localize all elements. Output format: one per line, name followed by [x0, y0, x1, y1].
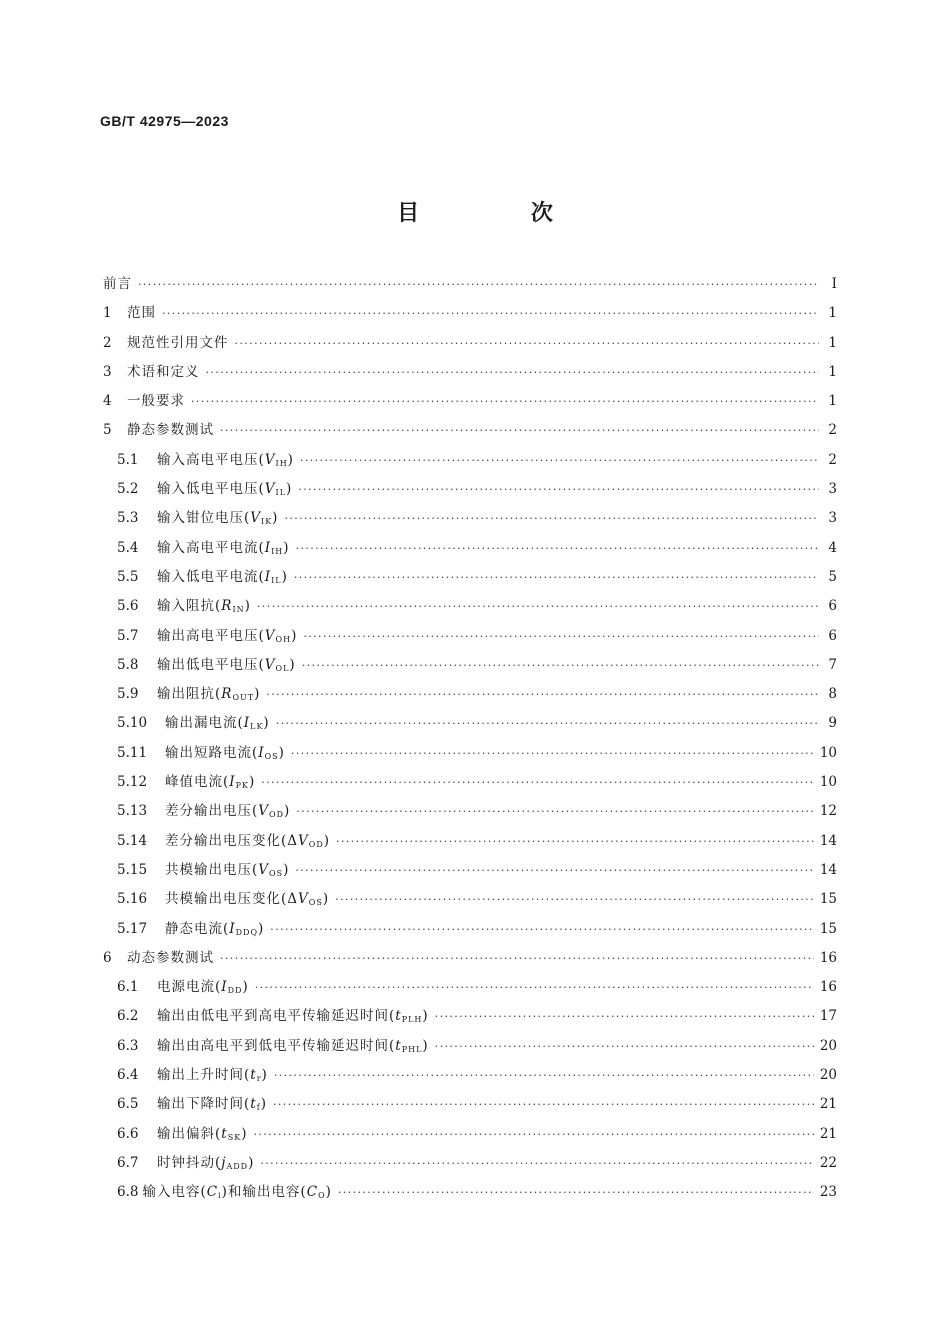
toc-entry-page-number: 23	[819, 1184, 837, 1201]
dot-leader	[260, 1149, 813, 1178]
toc-entry[interactable]	[103, 856, 837, 885]
toc-entry-page-number: 10	[819, 774, 837, 791]
toc-entry-page-number: 12	[819, 803, 837, 820]
toc-entry-number: 1	[103, 305, 112, 322]
toc-entry-title: 峰值电流$(I_{PK})$	[165, 774, 256, 791]
toc-entry-number: 5.15	[117, 861, 148, 878]
toc-entry-number: 5.12	[117, 774, 148, 791]
toc-entry-number: 6	[103, 949, 112, 966]
dot-leader	[435, 1032, 814, 1061]
toc-entry-number: 4	[103, 393, 112, 410]
toc-entry-number: 5	[103, 422, 112, 439]
toc-entry-number: 5.3	[117, 510, 139, 527]
toc-entry-page-number: Ⅰ	[831, 276, 837, 292]
dot-leader	[273, 1090, 814, 1119]
toc-entry[interactable]	[103, 768, 837, 797]
toc-entry-number: 6.8	[117, 1184, 139, 1201]
dot-leader	[257, 592, 819, 621]
toc-entry-title: 输出短路电流$(I_{OS})$	[165, 744, 285, 761]
toc-entry-title: 输入高电平电流$(I_{IH})$	[157, 539, 290, 556]
toc-entry-number: 5.13	[117, 803, 148, 820]
toc-entry[interactable]	[103, 416, 837, 445]
dot-leader	[335, 885, 814, 914]
toc-entry-title: 规范性引用文件	[127, 334, 229, 351]
toc-entry[interactable]	[103, 563, 837, 592]
toc-entry[interactable]	[103, 1120, 837, 1149]
dot-leader	[206, 358, 820, 387]
toc-entry-number: 5.14	[117, 832, 148, 849]
toc-entry[interactable]	[103, 534, 837, 563]
toc-entry-title: 输出由高电平到低电平传输延迟时间$(t_{PHL})$	[157, 1037, 429, 1054]
toc-entry[interactable]	[103, 651, 837, 680]
toc-entry[interactable]	[103, 1061, 837, 1090]
toc-entry-page-number: 1	[828, 334, 837, 351]
dot-leader	[338, 1178, 814, 1207]
dot-leader	[302, 651, 819, 680]
toc-entry-title: 共模输出电压$(V_{OS})$	[165, 861, 290, 878]
toc-entry-title: 静态电流$(I_{DDQ})$	[165, 920, 265, 937]
toc-entry-page-number: 2	[828, 451, 837, 468]
toc-entry-page-number: 1	[828, 393, 837, 410]
dot-leader	[220, 416, 819, 445]
toc-entry-number: 5.1	[117, 451, 139, 468]
toc-entry-page-number: 6	[828, 627, 837, 644]
toc-entry[interactable]	[103, 680, 837, 709]
toc-entry-page-number: 9	[828, 715, 837, 732]
dot-leader	[138, 270, 819, 299]
dot-leader	[276, 709, 819, 738]
toc-entry[interactable]	[103, 915, 837, 944]
toc-entry-title: 共模输出电压变化$(\Delta V_{OS})$	[165, 891, 330, 908]
toc-entry[interactable]	[103, 270, 837, 299]
toc-entry-page-number: 3	[828, 510, 837, 527]
toc-entry-title: 输出高电平电压$(V_{OH})$	[157, 627, 298, 644]
dot-leader	[303, 622, 819, 651]
toc-entry-number: 2	[103, 334, 112, 351]
toc-entry-page-number: 6	[828, 598, 837, 615]
toc-entry-page-number: 16	[819, 979, 837, 996]
toc-entry[interactable]	[103, 1002, 837, 1031]
toc-entry-page-number: 3	[828, 481, 837, 498]
toc-entry[interactable]	[103, 1178, 837, 1207]
dot-leader	[296, 797, 814, 826]
toc-entry-page-number: 1	[828, 305, 837, 322]
toc-entry-title: 输入低电平电流$(I_{IL})$	[157, 568, 288, 585]
dot-leader	[235, 329, 820, 358]
toc-entry-page-number: 14	[819, 861, 837, 878]
toc-entry-number: 5.11	[117, 744, 148, 761]
toc-entry-page-number: 17	[819, 1008, 837, 1025]
toc-entry-number: 5.7	[117, 627, 139, 644]
toc-entry-number: 5.6	[117, 598, 139, 615]
toc-entry-title: 输入低电平电压$(V_{IL})$	[157, 481, 293, 498]
toc-entry[interactable]	[103, 1032, 837, 1061]
toc-entry-page-number: 20	[819, 1067, 837, 1084]
dot-leader	[294, 563, 819, 592]
toc-entry-title: 术语和定义	[127, 363, 200, 380]
toc-entry-title: 动态参数测试	[127, 949, 214, 966]
toc-entry-page-number: 7	[828, 656, 837, 673]
toc-entry[interactable]	[103, 387, 837, 416]
toc-entry-title: 输出低电平电压$(V_{OL})$	[157, 656, 296, 673]
toc-entry-title: 范围	[127, 305, 156, 322]
toc-entry[interactable]	[103, 973, 837, 1002]
toc-entry-title: 时钟抖动$(j_{ADD})$	[157, 1154, 255, 1171]
toc-entry-page-number: 8	[828, 686, 837, 703]
dot-leader	[435, 1002, 814, 1031]
toc-entry-page-number: 1	[828, 363, 837, 380]
toc-entry-page-number: 21	[819, 1096, 837, 1113]
toc-entry-number: 6.7	[117, 1154, 139, 1171]
toc-entry-page-number: 15	[819, 891, 837, 908]
toc-entry-number: 5.9	[117, 686, 139, 703]
toc-entry[interactable]	[103, 592, 837, 621]
toc-entry-title: 差分输出电压$(V_{OD})$	[165, 803, 291, 820]
toc-entry-title: 输入阻抗$(R_{IN})$	[157, 598, 251, 615]
toc-entry-number: 5.8	[117, 656, 139, 673]
dot-leader	[255, 973, 814, 1002]
toc-entry-number: 6.3	[117, 1037, 139, 1054]
toc-title: 目 次	[397, 200, 605, 226]
toc-entry[interactable]	[103, 299, 837, 328]
toc-entry-page-number: 15	[819, 920, 837, 937]
toc-entry-title: 电源电流$(I_{DD})$	[157, 979, 249, 996]
toc-entry-title: 输出漏电流$(I_{LK})$	[165, 715, 270, 732]
toc-entry-number: 6.4	[117, 1067, 139, 1084]
toc-entry-number: 6.5	[117, 1096, 139, 1113]
toc-entry-page-number: 14	[819, 832, 837, 849]
dot-leader	[266, 680, 819, 709]
toc-entry-page-number: 2	[828, 422, 837, 439]
toc-entry[interactable]	[103, 358, 837, 387]
toc-entry-title: 输出下降时间$(t_f)$	[157, 1096, 267, 1113]
dot-leader	[336, 827, 814, 856]
dot-leader	[295, 856, 813, 885]
toc-entry-number: 5.5	[117, 568, 139, 585]
toc-entry-page-number: 4	[828, 539, 837, 556]
toc-entry-title: 一般要求	[127, 393, 185, 410]
toc-entry-number: 5.2	[117, 481, 139, 498]
toc-entry[interactable]	[103, 1090, 837, 1119]
toc-entry-title: 差分输出电压变化$(\Delta V_{OD})$	[165, 832, 331, 849]
dot-leader	[162, 299, 819, 328]
toc-entry-title: 输出偏斜$(t_{SK})$	[157, 1125, 248, 1142]
dot-leader	[300, 446, 819, 475]
toc-entry-title: 输出阻抗$(R_{OUT})$	[157, 686, 261, 703]
toc-entry-page-number: 5	[828, 568, 837, 585]
toc-entry-number: 6.2	[117, 1008, 139, 1025]
toc-entry-title: 前言	[103, 276, 132, 292]
toc-entry-title: 静态参数测试	[127, 422, 214, 439]
toc-entry-number: 5.16	[117, 891, 148, 908]
toc-entry[interactable]	[103, 797, 837, 826]
dot-leader	[261, 768, 814, 797]
toc-entry[interactable]	[103, 446, 837, 475]
toc-entry[interactable]	[103, 475, 837, 504]
toc-entry-title: 输出上升时间$(t_r)$	[157, 1067, 268, 1084]
toc-entry-page-number: 16	[819, 949, 837, 966]
dot-leader	[296, 534, 819, 563]
dot-leader	[284, 504, 819, 533]
toc-entry-title: 输入高电平电压$(V_{IH})$	[157, 451, 294, 468]
toc-entry[interactable]	[103, 622, 837, 651]
standard-id: GB/T 42975—2023	[100, 113, 229, 129]
toc-entry-number: 5.4	[117, 539, 139, 556]
table-of-contents	[103, 270, 837, 1208]
toc-entry-title: 输出由低电平到高电平传输延迟时间$(t_{PLH})$	[157, 1008, 429, 1025]
toc-entry[interactable]	[103, 739, 837, 768]
toc-entry[interactable]	[103, 827, 837, 856]
toc-entry-number: 6.1	[117, 979, 139, 996]
dot-leader	[291, 739, 814, 768]
dot-leader	[270, 915, 814, 944]
dot-leader	[253, 1120, 813, 1149]
dot-leader	[191, 387, 819, 416]
dot-leader	[298, 475, 819, 504]
toc-entry-page-number: 10	[819, 744, 837, 761]
dot-leader	[220, 944, 814, 973]
toc-entry[interactable]	[103, 885, 837, 914]
toc-entry-page-number: 22	[819, 1154, 837, 1171]
toc-entry[interactable]	[103, 504, 837, 533]
toc-entry-title: 输入电容$(C_i)$和输出电容$(C_O)$	[142, 1184, 332, 1201]
toc-entry[interactable]	[103, 1149, 837, 1178]
toc-entry[interactable]	[103, 944, 837, 973]
toc-entry-number: 3	[103, 363, 112, 380]
toc-entry-number: 6.6	[117, 1125, 139, 1142]
toc-entry[interactable]	[103, 709, 837, 738]
toc-entry-number: 5.17	[117, 920, 148, 937]
toc-entry[interactable]	[103, 329, 837, 358]
toc-entry-number: 5.10	[117, 715, 148, 732]
toc-entry-title: 输入钳位电压$(V_{IK})$	[157, 510, 279, 527]
toc-entry-page-number: 21	[819, 1125, 837, 1142]
toc-entry-page-number: 20	[819, 1037, 837, 1054]
dot-leader	[274, 1061, 814, 1090]
